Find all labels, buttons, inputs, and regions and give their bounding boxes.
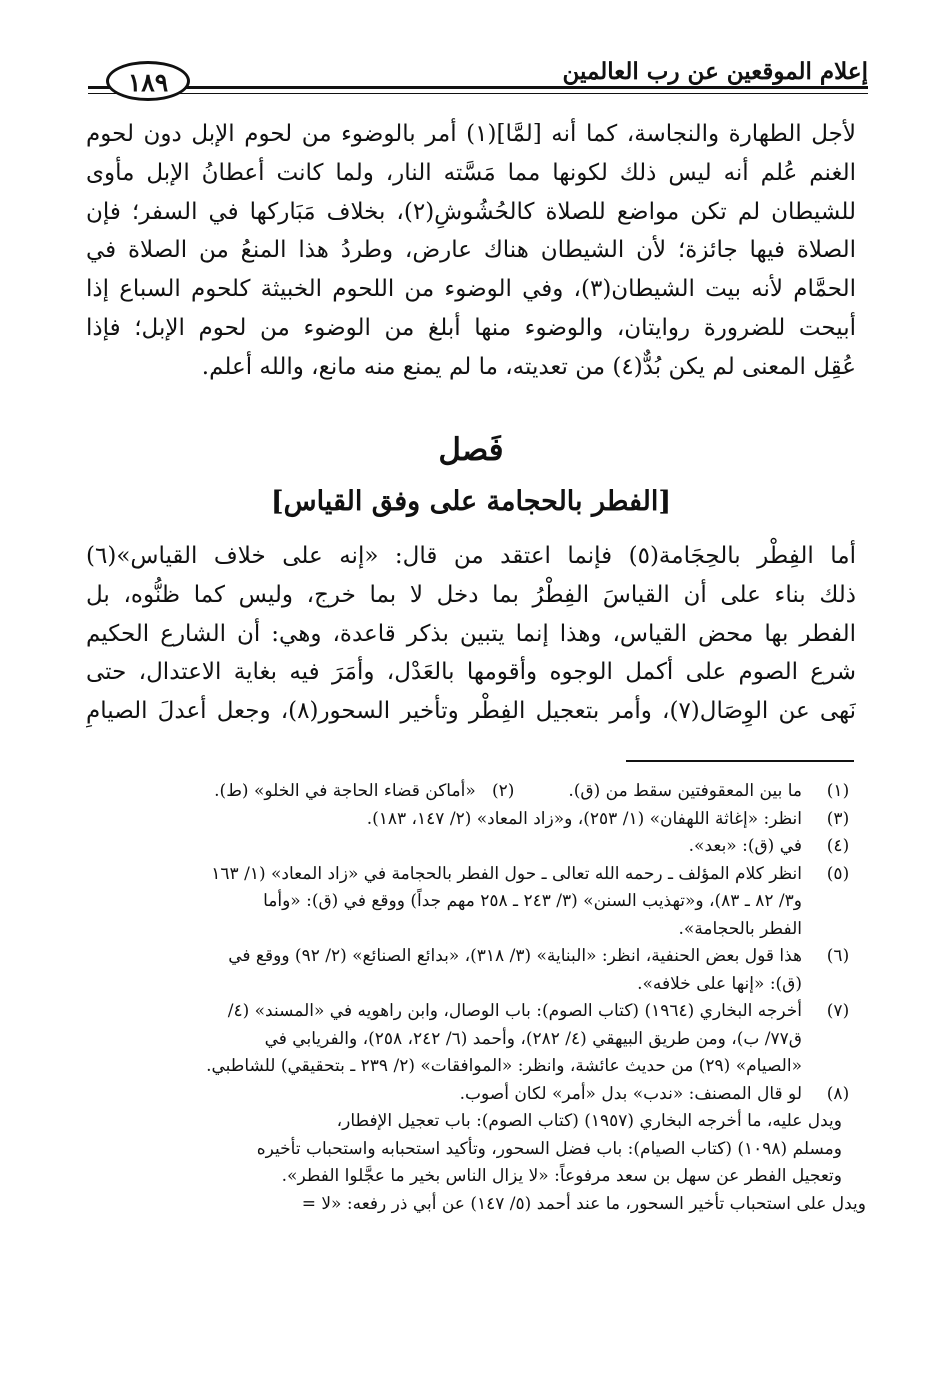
footnote-text: «أماكن قضاء الحاجة في الخلو» (ط). (214, 781, 476, 801)
footnote-1-2 (78, 778, 858, 806)
footnote-text: و٣/ ٨٢ ـ ٨٣)، و«تهذيب السنن» (٣/ ٢٤٣ ـ ٢٥٨ مهم جداً) ووقع في (ق): «وأما (263, 891, 802, 911)
paragraph-2 (86, 537, 856, 731)
footnote-text: (ق): «إنها على خلافه». (637, 973, 802, 994)
footnote-8 (78, 1081, 858, 1109)
footnote-text: لو قال المصنف: «ندب» بدل «أمر» لكان أصوب. (459, 1083, 802, 1104)
footnote-continuation: ومسلم (١٠٩٨) (كتاب الصيام): باب فضل السحور، وتأكيد استحبابه واستحباب تأخيره (256, 1138, 842, 1159)
text-line: الصلاة فيها جائزة؛ لأن الشيطان هناك عارض، وطردُ هذا المنعُ من الصلاة في (86, 237, 856, 264)
text-line: شرع الصوم على أكمل الوجوه وأقومها بالعَدْل، وأمَرَ فيه بغاية الاعتدال، حتى (86, 659, 856, 686)
footnotes (78, 778, 866, 1218)
text-line: لأجل الطهارة والنجاسة، كما أنه [لمَّا](١) أمر بالوضوء من لحوم الإبل دون لحوم (86, 121, 856, 147)
text-line: الفطر بها محض القياس، وهذا إنما يتبين بذكر قاعدة، وهي: أن الشارع الحكيم (86, 620, 856, 647)
footnote-5 (78, 861, 858, 944)
footnote-4 (78, 833, 858, 861)
footnote-text: انظر كلام المؤلف ـ رحمه الله تعالى ـ حول الفطر بالحجامة في «زاد المعاد» (١/ ١٦٣ (211, 863, 802, 884)
footnote-text: انظر: «إغاثة اللهفان» (١/ ٢٥٣)، و«زاد المعاد» (٢/ ١٤٧، ١٨٣). (366, 808, 802, 829)
text-line: نَهى عن الوِصَال(٧)، وأمر بتعجيل الفِطْر وتأخير السحور(٨)، وجعل أعدلَ الصيامِ (86, 698, 856, 725)
footnote-continuation: وتعجيل الفطر عن سهل بن سعد مرفوعاً: «لا يزال الناس بخير ما عجَّلوا الفطر». (281, 1166, 842, 1186)
footnote-number: (٨) (826, 1083, 850, 1104)
text-line: أما الفِطْر بالحِجَامة(٥) فإنما اعتقد من قال: «إنه على خلاف القياس»(٦) (86, 543, 856, 569)
footnote-number: (١) (826, 781, 850, 801)
footnote-6 (78, 943, 858, 998)
footnote-separator (626, 760, 854, 762)
header-thick-rule (88, 86, 868, 89)
footnote-text: الفطر بالحجامة». (678, 918, 802, 939)
page-number: ١٨٩ (106, 61, 190, 101)
footnote-text: هذا قول بعض الحنفية، انظر: «البناية» (٣/ ٣١٨)، «بدائع الصنائع» (٢/ ٩٢) ووقع في (228, 946, 802, 966)
footnote-number: (٤) (826, 836, 850, 856)
text-line: الحمَّام لأنه بيت الشيطان(٣)، وفي الوضوء من اللحوم الخبيثة كلحوم السباع إذا (86, 276, 856, 303)
footnote-text: ق٧٧/ ب)، ومن طريق البيهقي (٤/ ٢٨٢)، وأحمد (٦/ ٢٤٢، ٢٥٨)، والفريابي في (264, 1028, 802, 1049)
header-thin-rule (88, 93, 868, 94)
text-line: ذلك بناء على أن القياسَ الفِطْرُ بما دخل لا بما خرج، وليس كما ظنُّوه، بل (86, 581, 856, 608)
text-line: أبيحت للضرورة روايتان، والوضوء منها أبلغ من الوضوء من لحوم الإبل؛ فإذا (86, 314, 856, 341)
footnote-continuation: ويدل على استحباب تأخير السحور، ما عند أحمد (٥/ ١٤٧) عن أبي ذر رفعه: «لا = (301, 1193, 866, 1214)
text-line: للشيطان لم تكن مواضع للصلاة كالحُشُوشِ(٢)، بخلاف مَبَاركها في السفر؛ فإن (86, 198, 856, 225)
book-title: إعلام الموقعين عن رب العالمين (562, 58, 868, 85)
section-heading: فَصل (438, 432, 504, 468)
footnote-text: في (ق): «بعد». (688, 836, 802, 856)
footnote-text: أخرجه البخاري (١٩٦٤) (كتاب الصوم): باب الوصال، وابن راهويه في «المسند» (٤/ (227, 1001, 802, 1021)
footnote-number: (٦) (826, 946, 850, 966)
footnote-3 (78, 806, 858, 834)
footnote-text: «الصيام» (٢٩) من حديث عائشة، وانظر: «الموافقات» (٢/ ٢٣٩ ـ بتحقيقي) للشاطبي. (206, 1056, 802, 1076)
footnote-number: (٧) (826, 1001, 850, 1021)
text-line: الغنم عُلم أنه ليس ذلك لكونها مما مَسَّته النار، ولما كانت أعطانُ الإبل مأوى (86, 159, 856, 186)
running-header (88, 50, 868, 100)
footnote-text: ما بين المعقوفتين سقط من (ق). (568, 781, 802, 801)
paragraph-1 (86, 115, 856, 387)
footnote-number: (٢) (491, 781, 515, 801)
footnote-number: (٣) (826, 808, 850, 829)
section-subheading: [الفطر بالحجامة على وفق القياس] (270, 486, 672, 517)
text-line: عُقِل المعنى لم يكن بُدٌّ(٤) من تعديته، ما لم يمنع منه مانع، والله أعلم. (201, 353, 856, 380)
footnote-number: (٥) (826, 863, 850, 884)
footnote-7 (78, 998, 858, 1081)
footnote-continuation: ويدل عليه، ما أخرجه البخاري (١٩٥٧) (كتاب الصوم): باب تعجيل الإفطار، (336, 1111, 842, 1131)
